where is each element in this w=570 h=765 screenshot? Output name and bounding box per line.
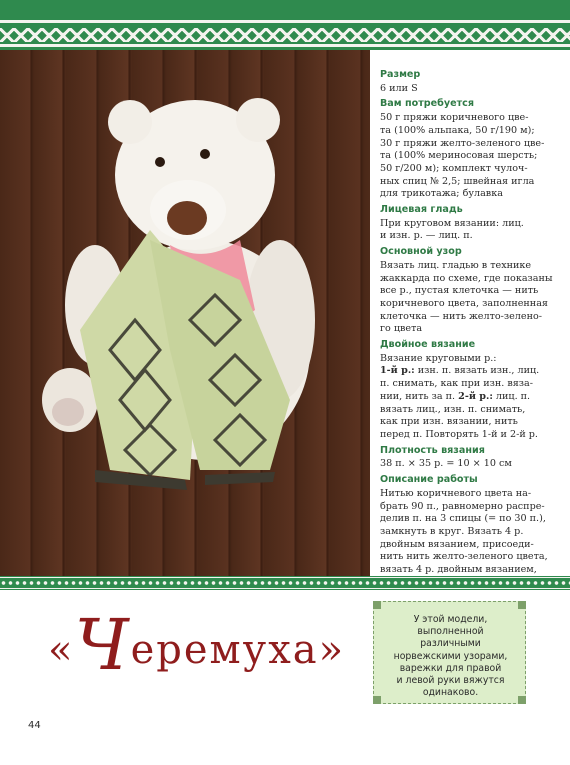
section-heading: Лицевая гладь [380, 204, 463, 216]
section-text: При круговом вязании: лиц. и изн. р. — лиц. п. [380, 217, 524, 242]
title-rest: еремуха [130, 627, 319, 673]
section-instructions [380, 474, 564, 577]
section-heading: Плотность вязания [380, 444, 485, 456]
row1-text: изн. п. вязать изн., лиц. п. снимать, как при изн. вяза- нии, нить за п. [380, 365, 540, 402]
photo-illustration [0, 50, 370, 576]
title-quote-close: » [318, 627, 346, 673]
note-text: У этой модели, выполненной различными норвежскими узорами, варежки для правой и левой руки вяжутся одинаково. [393, 614, 508, 699]
section-double-knitting [380, 339, 564, 442]
section-text: 50 г пряжи коричневого цве- та (100% альпака, 50 г/190 м); 30 г пряжи желто-зеленого цве- та (100% мериносовая шерсть; 50 г/200 м); комплект чулоч- ных спиц № 2,5; швейная игла для трикотажа; булавка [380, 112, 545, 200]
section-heading: Основной узор [380, 246, 462, 258]
section-main-pattern [380, 246, 564, 336]
section-text: Вязать лиц. гладью в технике жаккарда по схеме, где показаны все р., пустая клеточка — нить коричневого цвета, заполненная клеточка — нить желто-зелено- го цвета [380, 259, 553, 335]
row2-label: 2-й р.: [458, 390, 493, 402]
note-corner [373, 696, 381, 704]
section-text: Нитью коричневого цвета на- брать 90 п., равномерно распре- делив п. на 3 спицы (= по 30 п.), замкнуть в круг. Вязать 4 р. двойным вязанием, присоеди- нить нить желто-зеленого цвета, вязать 4 р. двойным вязанием, [380, 487, 548, 576]
section-materials [380, 98, 564, 201]
photo-teddy-bear-mittens [0, 50, 370, 576]
section-heading: Двойное вязание [380, 339, 476, 351]
section-heading: Размер [380, 69, 421, 80]
section-stockinette [380, 204, 564, 243]
instructions-column [380, 66, 564, 580]
note-box [373, 601, 526, 704]
section-text: 38 п. × 35 р. = 10 × 10 см [380, 458, 512, 470]
section-heading: Вам потребуется [380, 98, 474, 110]
title-quote-open: « [48, 627, 75, 673]
section-gauge [380, 445, 564, 471]
title-initial: Ч [74, 604, 131, 686]
bottom-band-line [0, 577, 570, 578]
section-size [380, 69, 564, 95]
top-band-stripe [0, 20, 570, 23]
section-text [380, 353, 564, 442]
row1-label: 1-й р.: [380, 365, 415, 377]
top-band-pattern [0, 28, 570, 42]
note-corner [373, 601, 381, 609]
bottom-band-pattern [0, 580, 570, 586]
row2-text: лиц. п. вязать лиц., изн. п. снимать, как при изн. вязании, нить перед п. Повторять 1-й и 2-й р. [380, 390, 538, 440]
top-decorative-band [0, 0, 570, 50]
bottom-decorative-band [0, 576, 570, 590]
page-number: 44 [28, 720, 41, 731]
double-knit-intro: Вязание круговыми р.: [380, 352, 497, 364]
page-title [48, 604, 345, 686]
section-text: 6 или S [380, 82, 418, 94]
bottom-band-line-lower [0, 588, 570, 589]
note-corner [518, 601, 526, 609]
note-corner [518, 696, 526, 704]
top-band-stripe-bottom [0, 44, 570, 47]
section-heading: Описание работы [380, 474, 478, 486]
